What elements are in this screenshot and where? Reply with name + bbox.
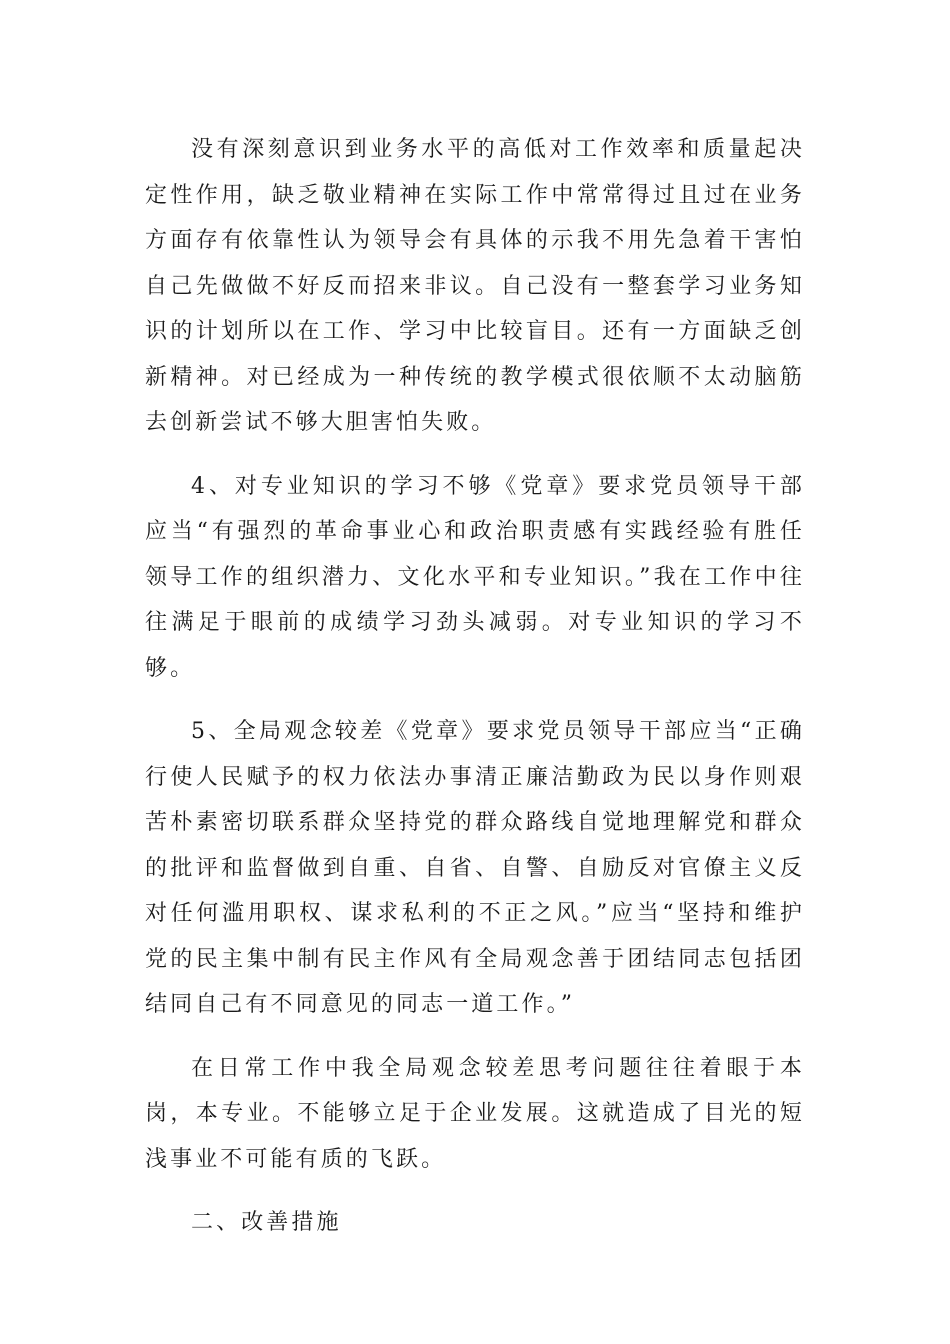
paragraph-work-attitude: 没有深刻意识到业务水平的高低对工作效率和质量起决定性作用，缺乏敬业精神在实际工作中常常得过且过在业务方面存有依靠性认为领导会有具体的示我不用先急着干害怕自己先做做不好反而招来非议。自己没有一整套学习业务知识的计划所以在工作、学习中比较盲目。还有一方面缺乏创新精神。对已经成为一种传统的教学模式很依顺不太动脑筋去创新尝试不够大胆害怕失败。 [145,137,805,435]
section-heading-improvement: 二、改善措施 [191,1210,342,1235]
paragraph-overall-view: 5、全局观念较差《党章》要求党员领导干部应当“正确行使人民赋予的权力依法办事清正廉洁勤政为民以身作则艰苦朴素密切联系群众坚持党的群众路线自觉地理解党和群众的批评和监督做到自重、自省、自警、自励反对官僚主义反对任何滥用职权、谋求私利的不正之风。”应当“坚持和维护党的民主集中制有民主作风有全局观念善于团结同志包括团结同自己有不同意见的同志一道工作。” [145,719,805,1017]
document-body [145,127,805,1264]
paragraph-professional-knowledge: 4、对专业知识的学习不够《党章》要求党员领导干部应当“有强烈的革命事业心和政治职责感有实践经验有胜任领导工作的组织潜力、文化水平和专业知识。”我在工作中往往满足于眼前的成绩学习劲头减弱。对专业知识的学习不够。 [145,473,805,681]
paragraph-daily-work: 在日常工作中我全局观念较差思考问题往往着眼于本岗，本专业。不能够立足于企业发展。这就造成了目光的短浅事业不可能有质的飞跃。 [145,1055,805,1172]
